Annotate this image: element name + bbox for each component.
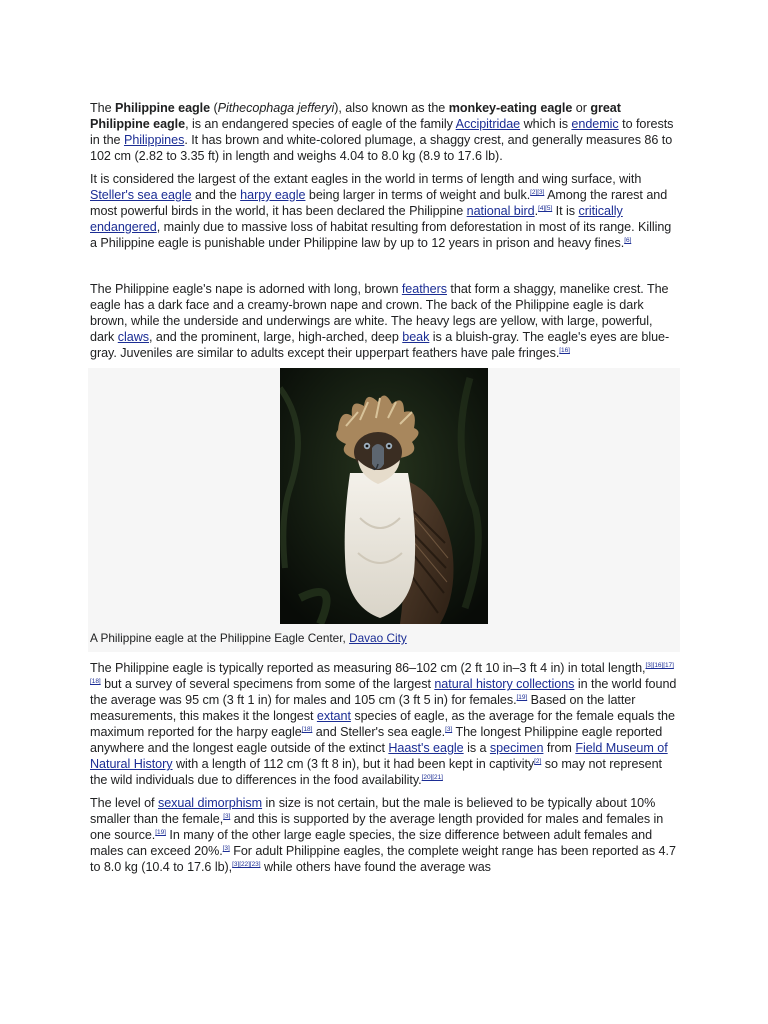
eagle-image [280,368,488,624]
link-philippines[interactable]: Philippines [123,133,185,147]
link-claws[interactable]: claws [117,330,149,344]
link-field-museum[interactable]: Field Museum of Natural History [90,741,668,771]
link-harpy-eagle[interactable]: harpy eagle [240,188,306,202]
eagle-photo[interactable] [280,368,488,624]
reference-link[interactable]: [3] [445,725,453,733]
link-haasts-eagle[interactable]: Haast's eagle [388,741,464,755]
scientific-name: Pithecophaga jefferyi [217,101,335,115]
reference-link[interactable]: [3] [222,844,230,852]
article-body [90,100,680,882]
reference-link[interactable]: [19] [516,693,528,701]
reference-link[interactable]: [19] [155,828,166,836]
bold-term: great Philippine eagle [90,101,621,131]
link-extant[interactable]: extant [316,709,351,723]
reference-link[interactable]: [3][16][17][18] [90,661,674,685]
status-paragraph: It is considered the largest of the extant eagles in the world in terms of length and wing surface, with Steller's sea eagle and the harpy eagle being larger in terms of weight and bulk.[2][3] Among the rarest and most powerful birds in the world, it has been declared the Philippine national bird.[4][5] It is critically endangered, mainly due to massive loss of habitat resulting from deforestation in most of its range. Killing a Philippine eagle is punishable under Philippine law by up to 12 years in prison and heavy fines.[6] [90,172,672,250]
eagle-figure [88,368,680,652]
link-accipitridae[interactable]: Accipitridae [455,117,521,131]
reference-link[interactable]: [3] [223,812,231,820]
size-paragraph: The Philippine eagle is typically reported as measuring 86–102 cm (2 ft 10 in–3 ft 4 in) in total length,[3][16][17][18] but a survey of several specimens from some of the largest natural history collections in the world found the average was 95 cm (3 ft 1 in) for males and 105 cm (3 ft 5 in) for females.[19] Based on the latter measurements, this makes it the longest extant species of eagle, as the average for the female equals the maximum reported for the harpy eagle[18] and Steller's sea eagle.[3] The longest Philippine eagle reported anywhere and the longest eagle outside of the extinct Haast's eagle is a specimen from Field Museum of Natural History with a length of 112 cm (3 ft 8 in), but it had been kept in captivity[2] so may not represent the wild individuals due to differences in the food availability.[20][21] [90,661,677,787]
description-paragraph: The Philippine eagle's nape is adorned with long, brown feathers that form a shaggy, manelike crest. The eagle has a dark face and a creamy-brown nape and crown. The back of the Philippine eagle is dark brown, while the underside and underwings are white. The heavy legs are yellow, with large, powerful, dark claws, and the prominent, large, high-arched, deep beak is a bluish-gray. The eagle's eyes are blue-gray. Juveniles are similar to adults except their upperpart feathers have pale fringes.[16] [90,282,670,360]
link-davao-city[interactable]: Davao City [349,631,407,645]
link-beak[interactable]: beak [402,330,430,344]
dimorphism-paragraph: The level of sexual dimorphism in size is not certain, but the male is believed to be typically about 10% smaller than the female,[3] and this is supported by the average length provided for males and females in one source.[19] In many of the other large eagle species, the size difference between adult females and males can exceed 20%.[3] For adult Philippine eagles, the complete weight range has been reported as 4.7 to 8.0 kg (10.4 to 17.6 lb),[3][22][23] while others have found the average was [90,796,676,874]
link-stellers-sea-eagle[interactable]: Steller's sea eagle [90,188,192,202]
reference-link[interactable]: [16] [559,346,570,354]
reference-link[interactable]: [18] [301,725,313,733]
bold-term: monkey-eating eagle [448,101,573,115]
reference-link[interactable]: [6] [624,236,632,244]
link-sexual-dimorphism[interactable]: sexual dimorphism [157,796,263,810]
reference-link[interactable]: [4][5] [538,204,553,212]
bold-term: Philippine eagle [115,101,211,115]
link-natural-history-collections[interactable]: natural history collections [434,677,575,691]
figure-caption: A Philippine eagle at the Philippine Eagle Center, Davao City [90,631,407,645]
reference-link[interactable]: [2][3] [530,188,545,196]
intro-paragraph: The Philippine eagle (Pithecophaga jefferyi), also known as the monkey-eating eagle or great Philippine eagle, is an endangered species of eagle of the family Accipitridae which is endemic to forests in the Philippines. It has brown and white-colored plumage, a shaggy crest, and generally measures 86 to 102 cm (2.82 to 3.35 ft) in length and weighs 4.04 to 8.0 kg (8.9 to 17.6 lb). [90,101,674,163]
reference-link[interactable]: [20][21] [421,773,443,781]
link-endemic[interactable]: endemic [571,117,619,131]
link-feathers[interactable]: feathers [401,282,447,296]
reference-link[interactable]: [3][22][23] [232,860,261,868]
link-national-bird[interactable]: national bird [466,204,535,218]
link-specimen[interactable]: specimen [489,741,544,755]
link-critically-endangered[interactable]: critically endangered [90,204,623,234]
reference-link[interactable]: [2] [534,757,542,765]
